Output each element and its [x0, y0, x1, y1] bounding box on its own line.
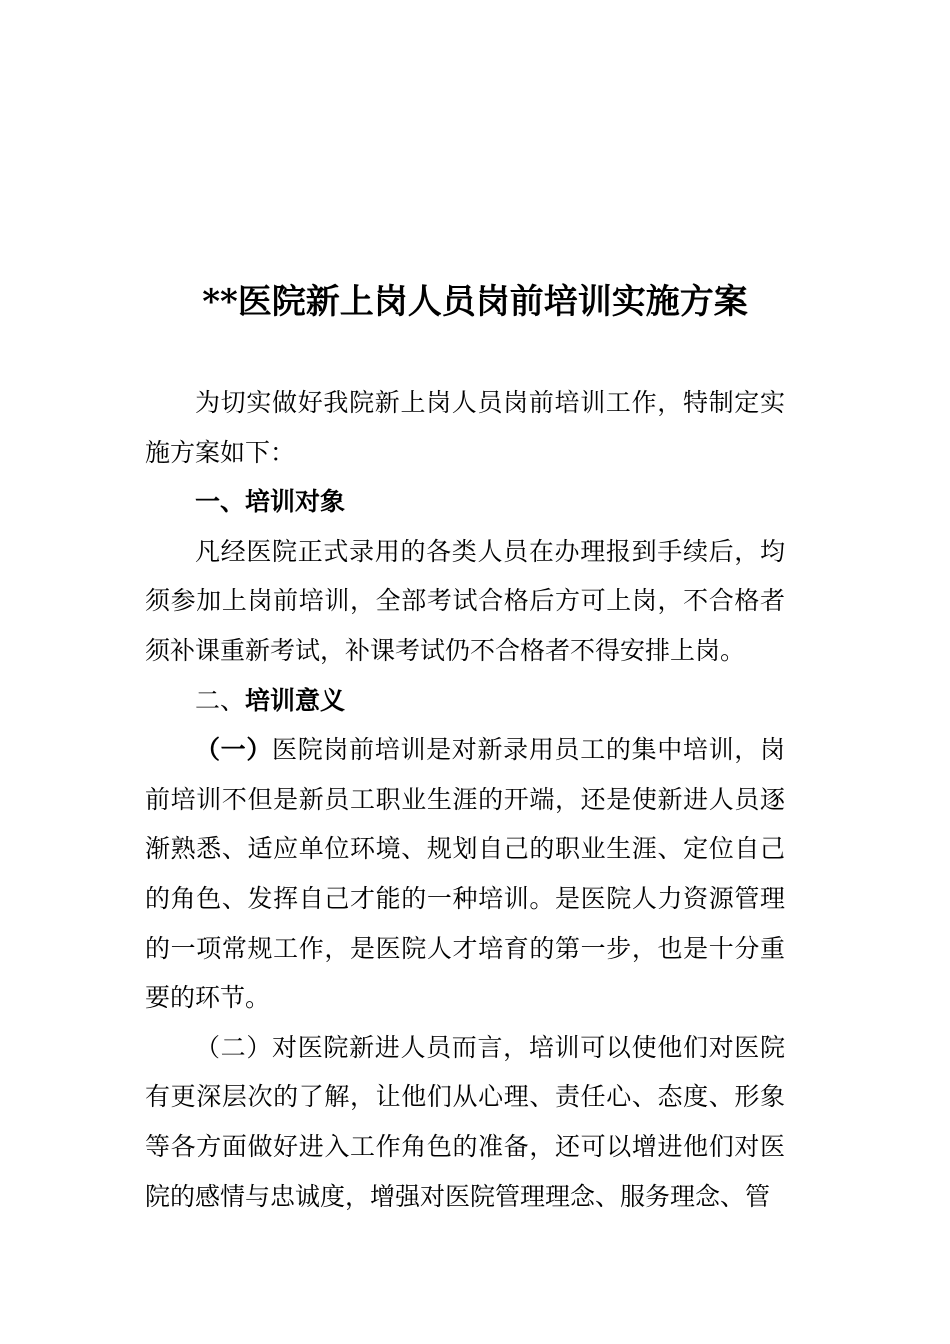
item-1-text: 医院岗前培训是对新录用员工的集中培训，岗前培训不但是新员工职业生涯的开端，还是使新进人员逐渐熟悉、适应单位环境、规划自己的职业生涯、定位自己的角色、发挥自己才能的一种培训。是医院人力资源管理的一项常规工作，是医院人才培育的第一步，也是十分重要的环节。 [145, 735, 785, 1013]
section-heading-text: 培训意义 [245, 685, 346, 715]
item-1-label: （一） [195, 735, 273, 765]
section-heading-training-target: 一、培训对象 [195, 487, 346, 517]
significance-item-1 [145, 725, 785, 1023]
section-heading-prefix: 二、 [195, 685, 246, 715]
document-body [145, 378, 785, 1221]
section-paragraph-training-target: 凡经医院正式录用的各类人员在办理报到手续后，均须参加上岗前培训，全部考试合格后方可上岗，不合格者须补课重新考试，补课考试仍不合格者不得安排上岗。 [145, 536, 785, 665]
significance-item-2: （二）对医院新进人员而言，培训可以使他们对医院有更深层次的了解，让他们从心理、责任心、态度、形象等各方面做好进入工作角色的准备，还可以增进他们对医院的感情与忠诚度，增强对医院管理理念、服务理念、管 [145, 1032, 785, 1211]
intro-paragraph: 为切实做好我院新上岗人员岗前培训工作，特制定实施方案如下： [145, 388, 785, 467]
section-heading-training-significance [145, 676, 785, 726]
document-title: **医院新上岗人员岗前培训实施方案 [202, 282, 748, 322]
